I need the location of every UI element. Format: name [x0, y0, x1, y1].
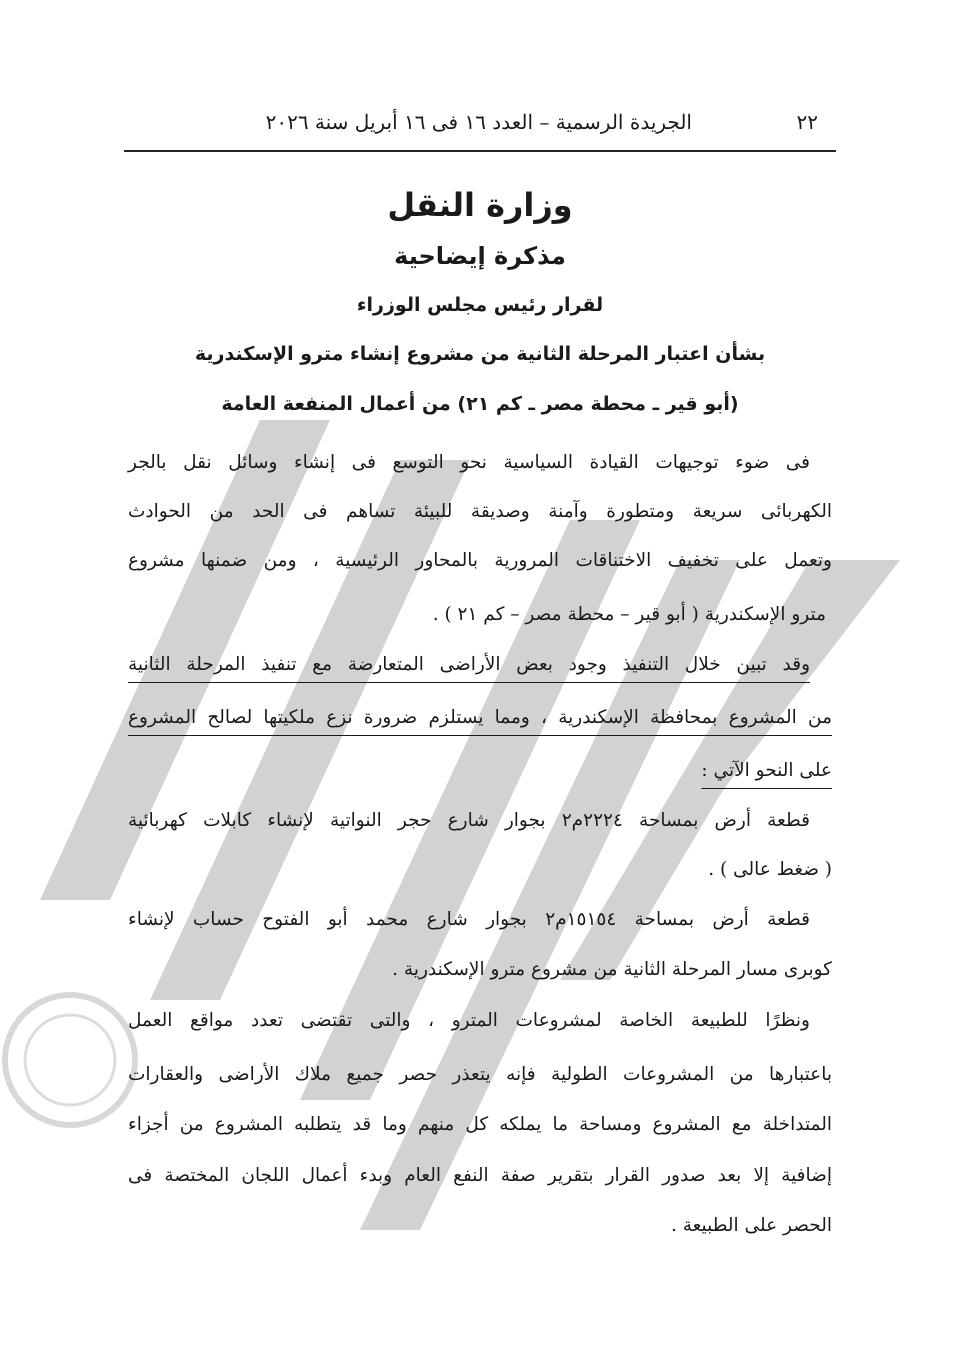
body-line: وقد تبين خلال التنفيذ وجود بعض الأراضى المتعارضة مع تنفيذ المرحلة الثانية — [128, 654, 810, 675]
body-line: كوبرى مسار المرحلة الثانية من مشروع مترو الإسكندرية . — [392, 959, 832, 980]
body-line: ونظرًا للطبيعة الخاصة لمشروعات المترو ، والتى تقتضى تعدد مواقع العمل — [128, 1010, 810, 1031]
running-title: الجريدة الرسمية – العدد ١٦ فى ١٦ أبريل سنة ٢٠٢٦ — [265, 110, 692, 134]
body-line: وتعمل على تخفيف الاختناقات المرورية بالمحاور الرئيسية ، ومن ضمنها مشروع — [128, 550, 832, 571]
page-number: ٢٢ — [796, 110, 818, 134]
header-divider — [124, 150, 836, 152]
memo-title: مذكرة إيضاحية — [394, 242, 566, 270]
body-line: إضافية إلا بعد صدور القرار بتقرير صفة النفع العام وبدء أعمال اللجان المختصة فى — [128, 1165, 832, 1186]
page-header — [128, 110, 832, 142]
body-line: قطعة أرض بمساحة ١٥١٥٤م٢ بجوار شارع محمد أبو الفتوح حساب لإنشاء — [128, 909, 810, 930]
body-line: على النحو الآتي : — [701, 760, 832, 781]
ministry-title: وزارة النقل — [387, 186, 573, 224]
body-line: باعتبارها من المشروعات الطولية فإنه يتعذر حصر جميع ملاك الأراضى والعقارات — [128, 1064, 832, 1085]
body-line: المتداخلة مع المشروع ومساحة ما يملكه كل منهم وما قد يتطلبه المشروع من أجزاء — [128, 1114, 832, 1135]
body-line: من المشروع بمحافظة الإسكندرية ، ومما يستلزم ضرورة نزع ملكيتها لصالح المشروع — [128, 707, 832, 728]
body-line: الكهربائى سريعة ومتطورة وآمنة وصديقة للبيئة تساهم فى الحد من الحوادث — [128, 501, 832, 522]
body-line: ( ضغط عالى ) . — [708, 859, 832, 880]
body-line: الحصر على الطبيعة . — [670, 1215, 832, 1236]
subject-heading: بشأن اعتبار المرحلة الثانية من مشروع إنشاء مترو الإسكندرية — [194, 343, 766, 365]
body-line: مترو الإسكندرية ( أبو قير – محطة مصر – كم ٢١ ) . — [432, 604, 826, 625]
body-line: قطعة أرض بمساحة ٢٢٢٤م٢ بجوار شارع حجر النواتية لإنشاء كابلات كهربائية — [128, 810, 810, 831]
decree-heading: لقرار رئيس مجلس الوزراء — [356, 294, 604, 316]
body-line: فى ضوء توجيهات القيادة السياسية نحو التوسع فى إنشاء وسائل نقل بالجر — [128, 452, 810, 473]
subject-detail-heading: (أبو قير ـ محطة مصر ـ كم ٢١) من أعمال المنفعة العامة — [221, 393, 739, 415]
